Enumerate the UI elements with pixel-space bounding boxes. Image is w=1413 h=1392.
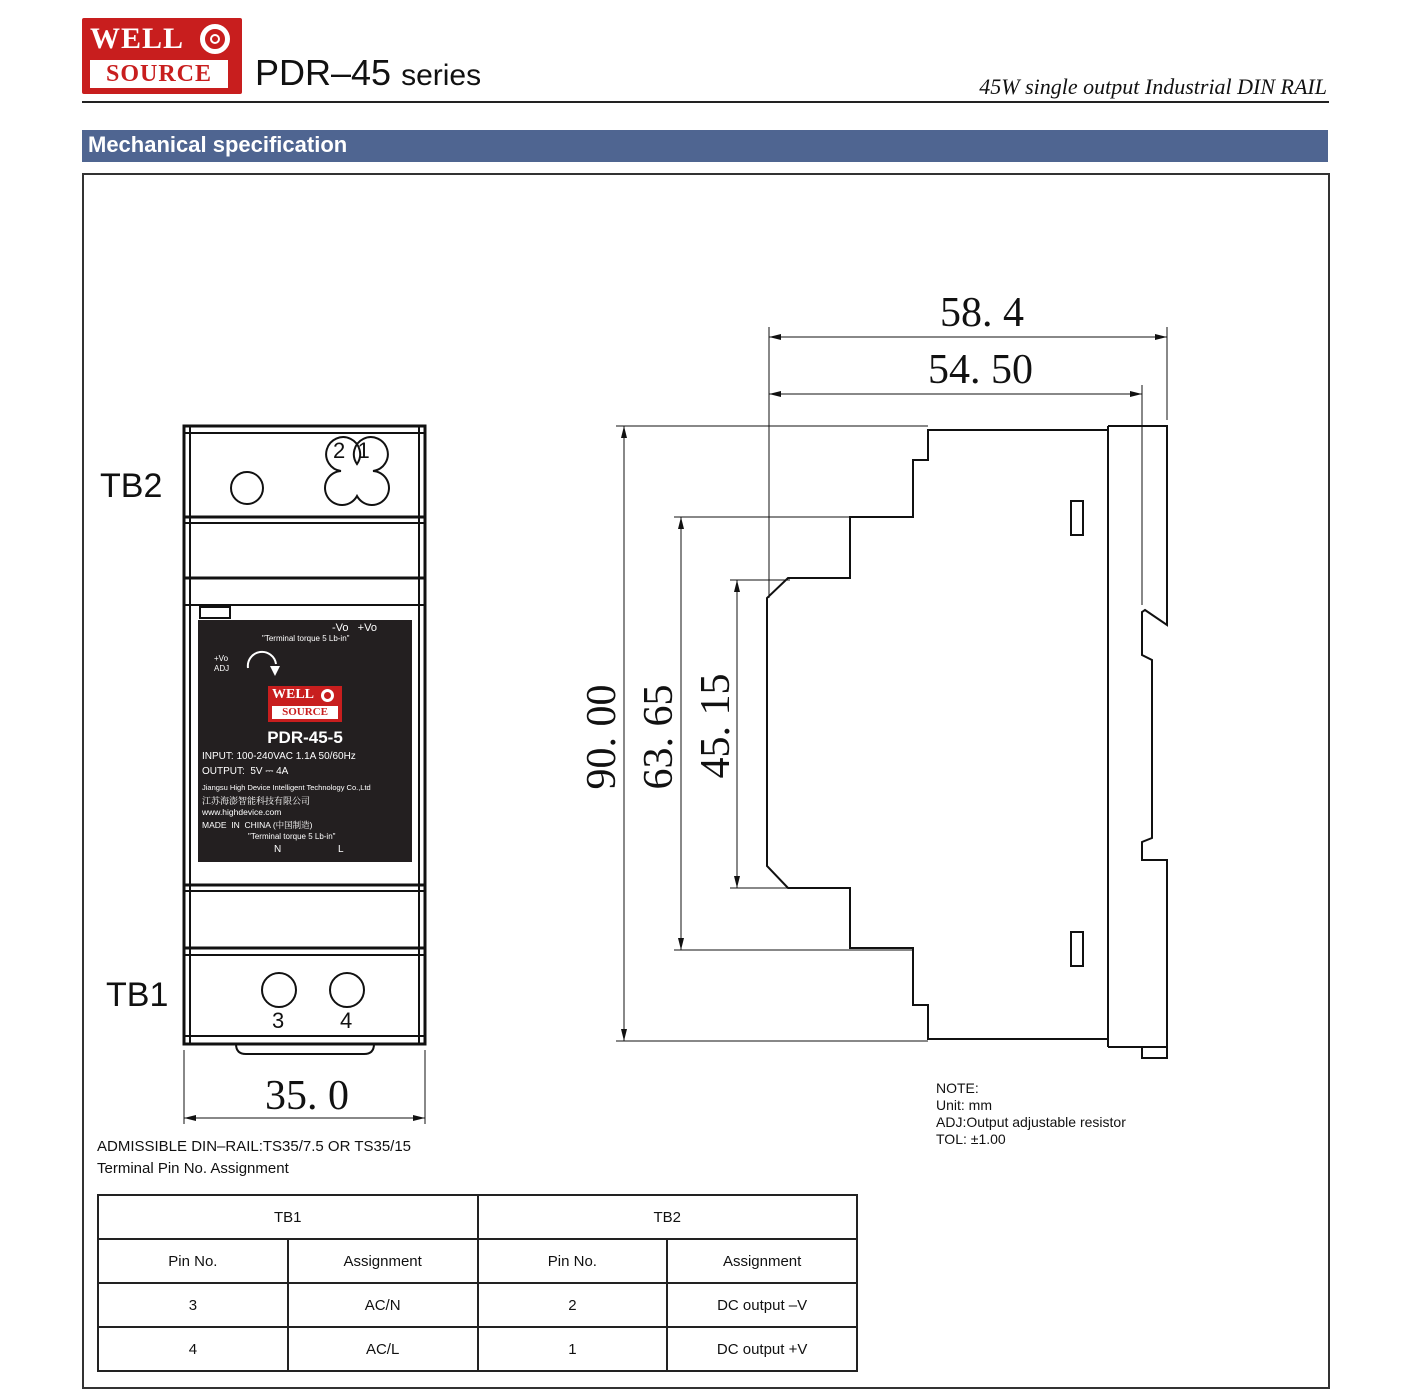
dim-body-width: 54. 50 [928,347,1033,393]
adj-arrow-icon [242,646,282,680]
note-tol: TOL: ±1.00 [936,1131,1006,1147]
table-cell: AC/L [288,1327,478,1371]
label-made-in: MADE IN CHINA (中国制造) [202,820,313,830]
note-title: NOTE: [936,1080,979,1096]
pin-assignment-table [97,1194,858,1372]
table-column-header-row [98,1239,857,1283]
tb1-screw-left [262,973,296,1007]
product-subtitle: 45W single output Industrial DIN RAIL [979,74,1327,99]
series-word: series [401,59,482,92]
group-header-tb2: TB2 [478,1195,858,1239]
table-cell: AC/N [288,1283,478,1327]
label-logo [268,686,342,722]
label-logo-bottom: SOURCE [272,706,338,719]
tb1-label: TB1 [106,976,169,1014]
dim-height-63: 63. 65 [636,684,682,790]
table-row [98,1327,857,1371]
table-cell: 2 [478,1283,668,1327]
label-vo-terminals: -Vo +Vo [332,622,377,634]
label-input: INPUT: 100-240VAC 1.1A 50/60Hz [202,751,356,762]
label-torque-top: "Terminal torque 5 Lb-in" [262,634,350,643]
table-group-header-row [98,1195,857,1239]
label-logo-top: WELL [272,687,315,702]
table-cell: 4 [98,1327,288,1371]
note-adj: ADJ:Output adjustable resistor [936,1114,1126,1130]
dim-height-45: 45. 15 [693,673,739,779]
logo-bottom-text: SOURCE [105,61,213,87]
table-cell: DC output +V [667,1327,857,1371]
col-header-assignment: Assignment [667,1239,857,1283]
note-unit: Unit: mm [936,1097,992,1113]
col-header-assignment: Assignment [288,1239,478,1283]
tb1-pin-4: 4 [340,1008,353,1033]
label-company-cn: 江苏海澎智能科技有限公司 [202,796,311,806]
tb1-screw-right [330,973,364,1007]
tb1-pin-3: 3 [272,1008,285,1033]
table-row [98,1283,857,1327]
label-output: OUTPUT: 5V ⎓ 4A [202,766,289,777]
label-website: www.highdevice.com [202,807,282,817]
side-profile [767,430,1108,1039]
label-torque-bottom: "Terminal torque 5 Lb-in" [248,832,336,841]
label-logo-emblem-icon [321,689,334,702]
section-title: Mechanical specification [88,132,348,157]
label-n-terminal: N [274,844,282,855]
tb2-label: TB2 [100,467,163,505]
series-model: PDR–45 [255,52,392,93]
table-cell: 1 [478,1327,668,1371]
din-rail-note: ADMISSIBLE DIN–RAIL:TS35/7.5 OR TS35/15 [97,1138,412,1155]
tb2-screw-left [231,472,263,504]
label-adj-vo: +Vo [214,654,229,663]
logo-top-text: WELL [90,22,185,55]
product-label [198,620,412,862]
note-block [936,1080,1126,1148]
label-company-en: Jiangsu High Device Intelligent Technology Co.,Ltd [202,783,371,792]
table-caption: Terminal Pin No. Assignment [97,1160,289,1177]
label-l-terminal: L [338,844,344,855]
group-header-tb1: TB1 [98,1195,478,1239]
table-cell: 3 [98,1283,288,1327]
dim-height-90: 90. 00 [579,684,625,790]
dim-width-35: 35. 0 [265,1073,349,1119]
col-header-pin: Pin No. [478,1239,668,1283]
table-cell: DC output –V [667,1283,857,1327]
label-adj: ADJ [214,664,230,673]
col-header-pin: Pin No. [98,1239,288,1283]
label-model: PDR-45-5 [267,728,343,747]
tb2-pin-numbers: 2 1 [333,438,370,463]
dim-total-width: 58. 4 [940,290,1024,336]
